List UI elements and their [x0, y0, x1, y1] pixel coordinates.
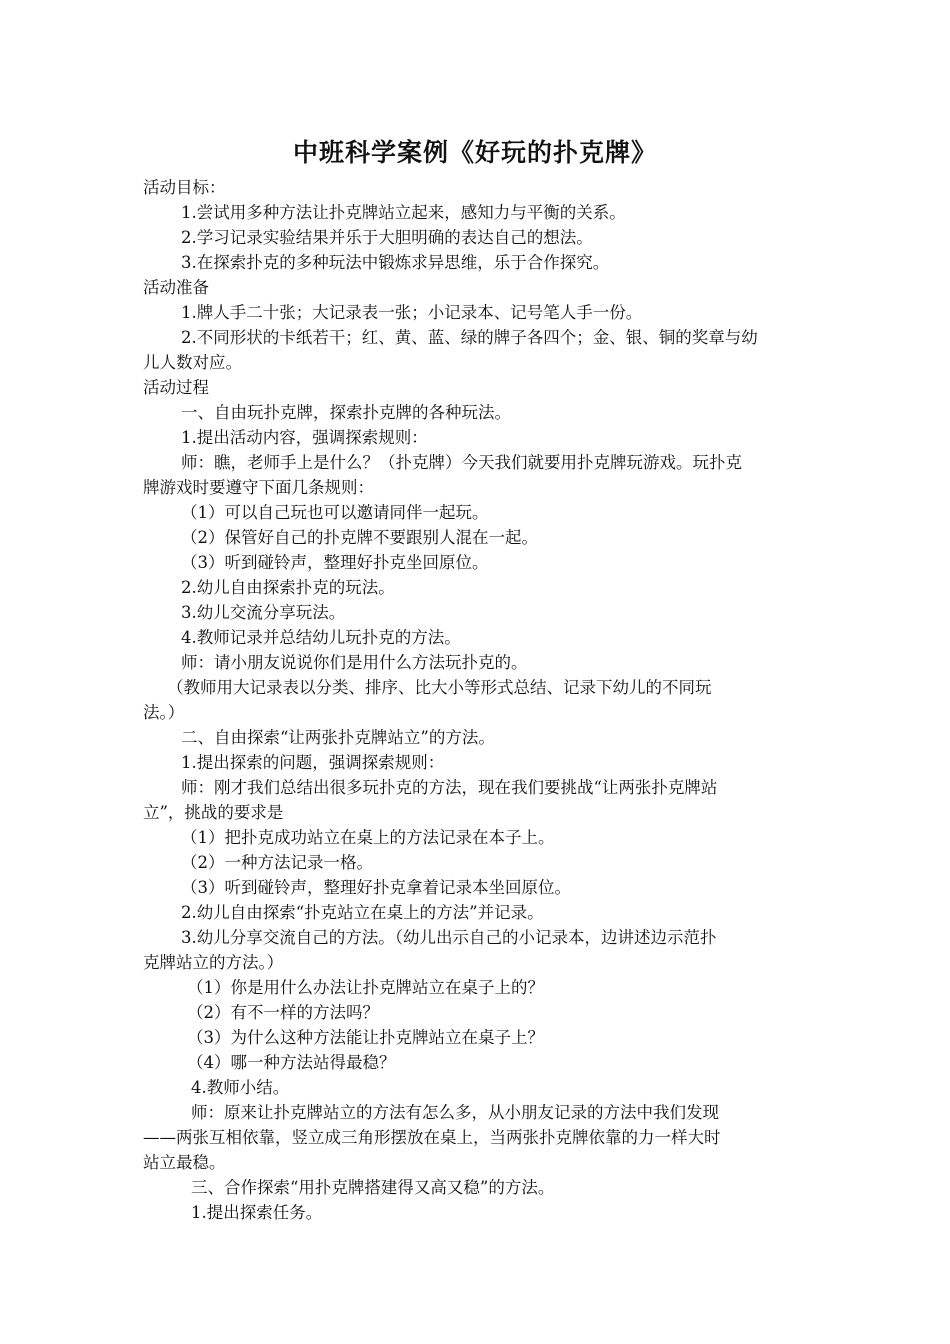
paragraph-line: 法。） — [143, 703, 185, 722]
paragraph-line: 立”，挑战的要求是 — [143, 803, 284, 822]
paragraph-line: （4）哪一种方法站得最稳？ — [187, 1053, 396, 1072]
paragraph-line: ——两张互相依靠，竖立成三角形摆放在桌上，当两张扑克牌依靠的力一样大时 — [143, 1128, 721, 1147]
paragraph-line: 站立最稳。 — [143, 1153, 226, 1172]
paragraph-line: 1.提出探索任务。 — [191, 1203, 323, 1222]
paragraph-line: （教师用大记录表以分类、排序、比大小等形式总结、记录下幼儿的不同玩 — [167, 678, 712, 697]
paragraph-line: 1.提出探索的问题，强调探索规则： — [181, 753, 445, 772]
section-heading: 活动过程 — [143, 378, 209, 397]
paragraph-line: 3.幼儿分享交流自己的方法。（幼儿出示自己的小记录本，边讲述边示范扑 — [181, 928, 717, 947]
paragraph-line: （3）听到碰铃声，整理好扑克坐回原位。 — [181, 553, 489, 572]
paragraph-line: 1.提出活动内容，强调探索规则： — [181, 428, 428, 447]
paragraph-line: 4.教师记录并总结幼儿玩扑克的方法。 — [181, 628, 461, 647]
paragraph-line: （2）一种方法记录一格。 — [181, 853, 373, 872]
section-heading: 活动目标： — [143, 178, 226, 197]
section-heading: 活动准备 — [143, 278, 209, 297]
paragraph-line: 2.幼儿自由探索“扑克站立在桌上的方法”并记录。 — [181, 903, 544, 922]
paragraph-line: 二、自由探索“让两张扑克牌站立”的方法。 — [181, 728, 495, 747]
paragraph-line: （1）你是用什么办法让扑克牌站立在桌子上的？ — [187, 978, 544, 997]
paragraph-line: 儿人数对应。 — [143, 353, 242, 372]
document-body — [143, 175, 813, 1225]
paragraph-line: （3）听到碰铃声，整理好扑克拿着记录本坐回原位。 — [181, 878, 571, 897]
paragraph-line: 牌游戏时要遵守下面几条规则： — [143, 478, 374, 497]
paragraph-line: 1.牌人手二十张；大记录表一张；小记录本、记号笔人手一份。 — [181, 303, 643, 322]
paragraph-line: （2）有不一样的方法吗？ — [187, 1003, 379, 1022]
paragraph-line: （1）把扑克成功站立在桌上的方法记录在本子上。 — [181, 828, 555, 847]
paragraph-line: 克牌站立的方法。） — [143, 953, 284, 972]
paragraph-line: 三、合作探索“用扑克牌搭建得又高又稳”的方法。 — [191, 1178, 555, 1197]
paragraph-line: 一、自由玩扑克牌，探索扑克牌的各种玩法。 — [181, 403, 511, 422]
paragraph-line: 3.幼儿交流分享玩法。 — [181, 603, 346, 622]
paragraph-line: （3）为什么这种方法能让扑克牌站立在桌子上？ — [187, 1028, 544, 1047]
paragraph-line: 2.学习记录实验结果并乐于大胆明确的表达自己的想法。 — [181, 228, 593, 247]
paragraph-line: （2）保管好自己的扑克牌不要跟别人混在一起。 — [181, 528, 538, 547]
paragraph-line: 1.尝试用多种方法让扑克牌站立起来，感知力与平衡的关系。 — [181, 203, 626, 222]
paragraph-line: （1）可以自己玩也可以邀请同伴一起玩。 — [181, 503, 489, 522]
document-title: 中班科学案例《好玩的扑克牌》 — [292, 138, 657, 167]
paragraph-line: 2.幼儿自由探索扑克的玩法。 — [181, 578, 395, 597]
paragraph-line: 4.教师小结。 — [191, 1078, 290, 1097]
paragraph-line: 师：请小朋友说说你们是用什么方法玩扑克的。 — [181, 653, 528, 672]
paragraph-line: 师：原来让扑克牌站立的方法有怎么多，从小朋友记录的方法中我们发现 — [191, 1103, 719, 1122]
paragraph-line: 师：刚才我们总结出很多玩扑克的方法，现在我们要挑战“让两张扑克牌站 — [181, 778, 718, 797]
paragraph-line: 2.不同形状的卡纸若干；红、黄、蓝、绿的牌子各四个；金、银、铜的奖章与幼 — [181, 328, 758, 347]
paragraph-line: 3.在探索扑克的多种玩法中锻炼求异思维，乐于合作探究。 — [181, 253, 610, 272]
paragraph-line: 师：瞧，老师手上是什么？（扑克牌）今天我们就要用扑克牌玩游戏。玩扑克 — [181, 453, 742, 472]
